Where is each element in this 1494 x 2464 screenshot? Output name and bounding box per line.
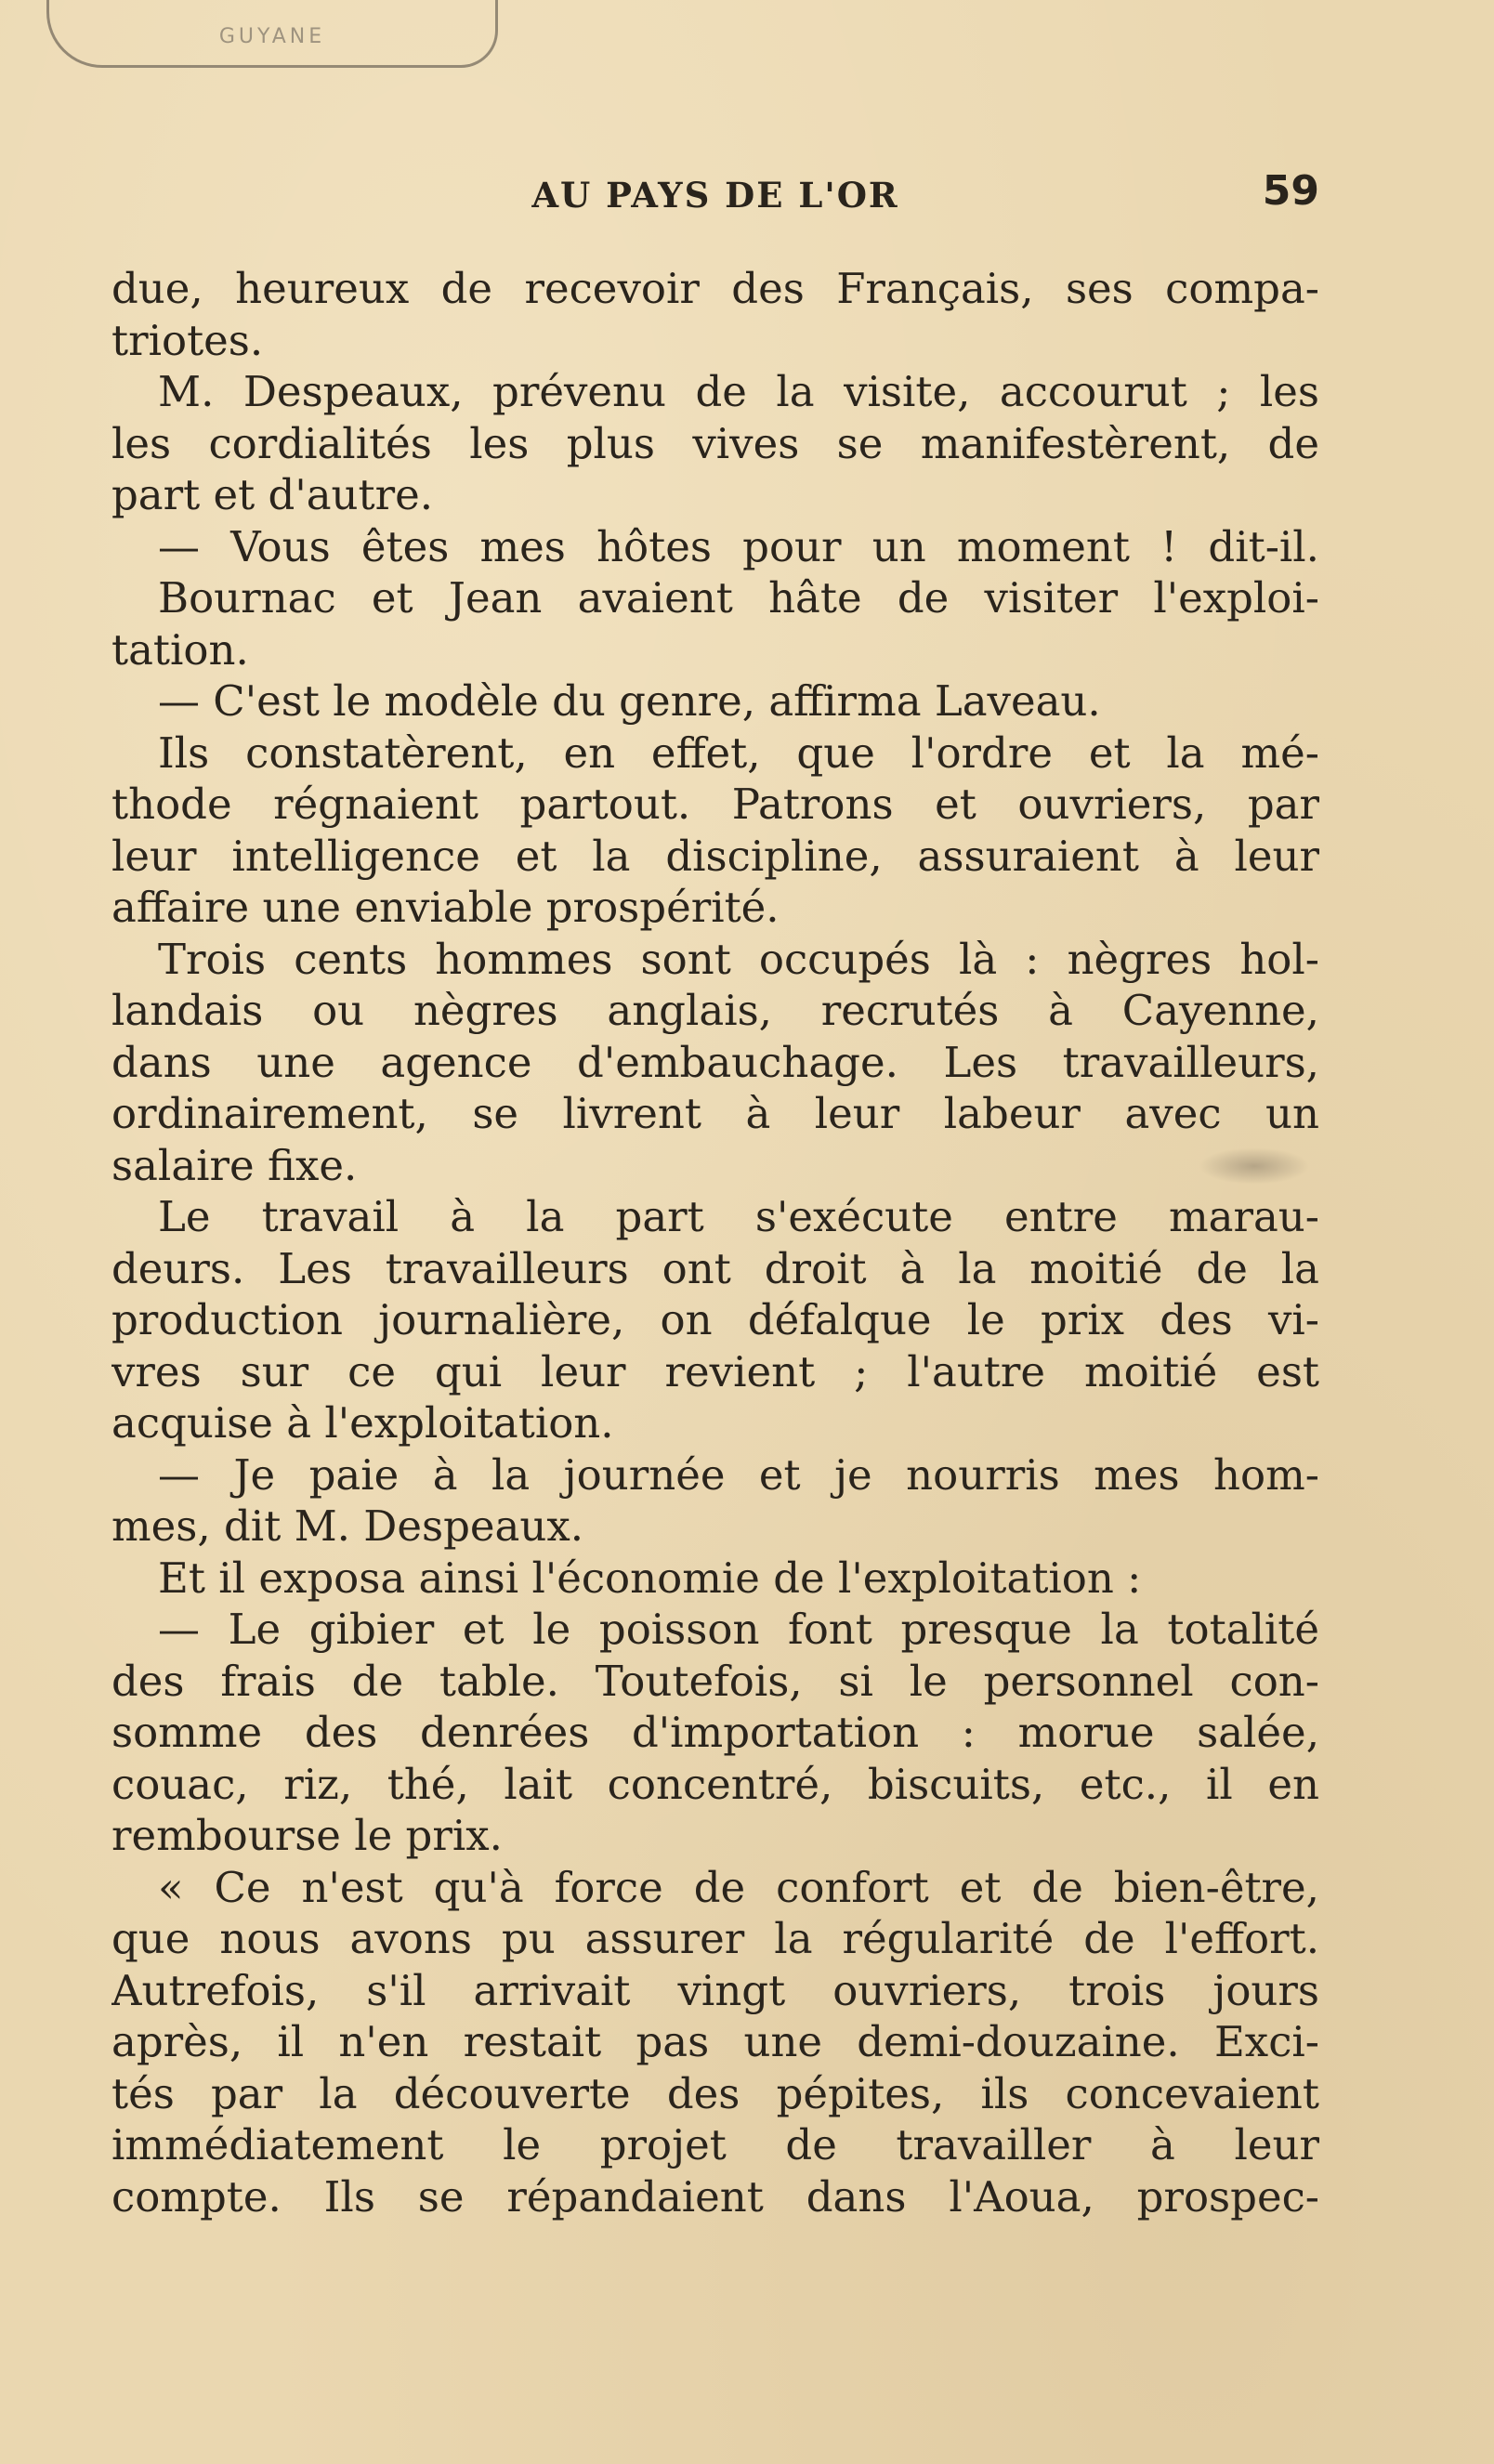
text-line: dans une agence d'embauchage. Les travailleurs, [111, 1037, 1319, 1087]
text-line: — C'est le modèle du genre, affirma Laveau. [158, 676, 1101, 726]
text-line: « Ce n'est qu'à force de confort et de bien-être, [158, 1862, 1319, 1912]
text-line: due, heureux de recevoir des Français, ses compa- [111, 264, 1319, 313]
text-line: que nous avons pu assurer la régularité de l'effort. [111, 1914, 1319, 1963]
text-line: après, il n'en restait pas une demi-douzaine. Exci- [111, 2017, 1319, 2066]
text-line: leur intelligence et la discipline, assuraient à leur [111, 831, 1319, 881]
text-line: thode régnaient partout. Patrons et ouvriers, par [111, 780, 1319, 829]
text-line: part et d'autre. [111, 470, 434, 519]
text-line: — Je paie à la journée et je nourris mes hom- [158, 1449, 1319, 1500]
ink-smudge [1199, 1147, 1310, 1185]
text-line: tation. [111, 624, 249, 675]
stamp-text: GUYANE [218, 25, 326, 48]
text-line: Autrefois, s'il arrivait vingt ouvriers, trois jours [111, 1965, 1319, 2015]
text-line: Trois cents hommes sont occupés là : nègres hol- [158, 934, 1319, 984]
text-line: tés par la découverte des pépites, ils concevaient [111, 2068, 1319, 2118]
text-line: rembourse le prix. [111, 1811, 503, 1860]
text-line: vres sur ce qui leur revient ; l'autre moitié est [111, 1346, 1319, 1396]
text-line: deurs. Les travailleurs ont droit à la moitié de la [111, 1243, 1319, 1293]
text-line: production journalière, on défalque le prix des vi- [111, 1295, 1319, 1344]
text-line: ordinairement, se livrent à leur labeur avec un [111, 1089, 1319, 1138]
text-line: Ils constatèrent, en effet, que l'ordre et la mé- [158, 727, 1319, 778]
text-line: salaire fixe. [111, 1140, 358, 1190]
text-line: couac, riz, thé, lait concentré, biscuits, etc., il en [111, 1759, 1319, 1809]
text-line: somme des denrées d'importation : morue salée, [111, 1708, 1319, 1757]
text-line: les cordialités les plus vives se manifestèrent, de [111, 418, 1319, 468]
text-line: — Vous êtes mes hôtes pour un moment ! dit-il. [158, 521, 1319, 571]
text-line: Bournac et Jean avaient hâte de visiter l'exploi- [158, 573, 1319, 623]
text-line: compte. Ils se répandaient dans l'Aoua, prospec- [111, 2171, 1319, 2222]
text-line: des frais de table. Toutefois, si le personnel con- [111, 1656, 1319, 1706]
text-line: M. Despeaux, prévenu de la visite, accourut ; les [158, 367, 1319, 416]
page-number: 59 [1262, 167, 1319, 215]
text-line: triotes. [111, 315, 264, 365]
text-line: acquise à l'exploitation. [111, 1398, 614, 1448]
text-line: immédiatement le projet de travailler à leur [111, 2120, 1319, 2169]
text-line: Et il exposa ainsi l'économie de l'exploitation : [158, 1553, 1142, 1603]
library-stamp [46, 0, 498, 68]
running-head-title: AU PAYS DE L'OR [531, 175, 899, 216]
running-head [111, 167, 1319, 223]
text-line: — Le gibier et le poisson font presque la totalité [158, 1605, 1319, 1654]
text-line: mes, dit M. Despeaux. [111, 1501, 584, 1551]
text-body [111, 263, 1319, 2222]
text-line: Le travail à la part s'exécute entre marau- [158, 1192, 1319, 1241]
text-line: affaire une enviable prospérité. [111, 883, 780, 932]
text-line: landais ou nègres anglais, recrutés à Cayenne, [111, 986, 1319, 1035]
